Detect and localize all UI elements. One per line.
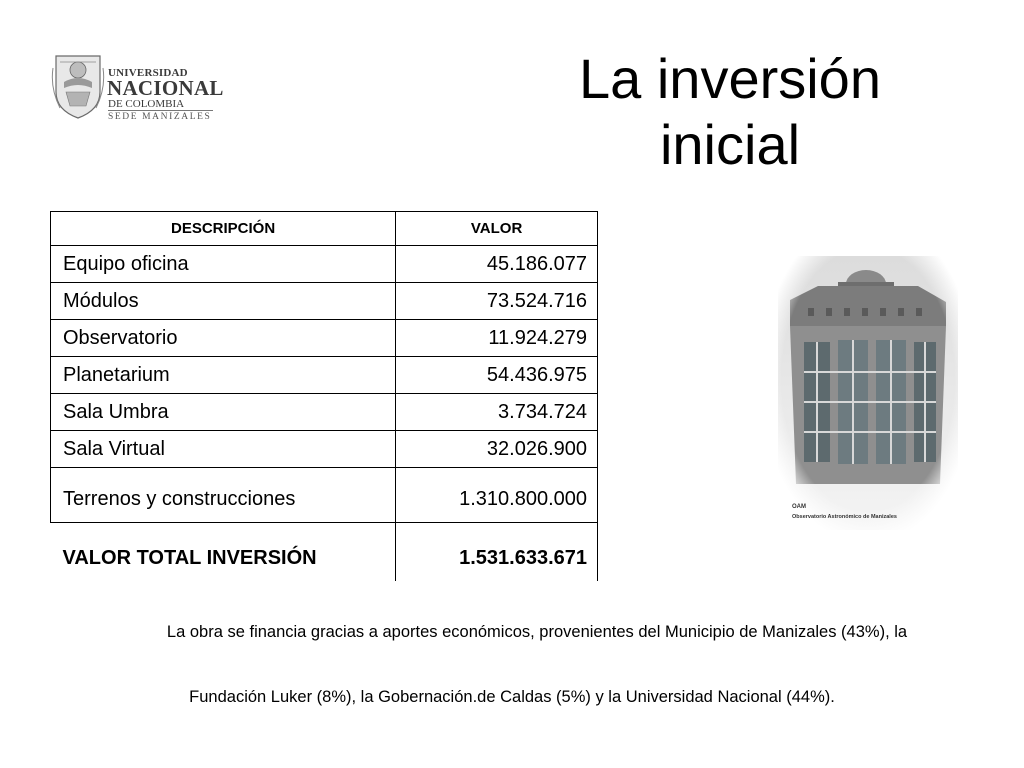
logo-divider — [108, 110, 213, 111]
table-row — [51, 320, 598, 357]
row-description: Observatorio — [51, 320, 396, 357]
slide-title — [540, 46, 920, 178]
row-value: 54.436.975 — [396, 357, 598, 394]
row-value: 3.734.724 — [396, 394, 598, 431]
table-row — [51, 468, 598, 523]
row-value: 32.026.900 — [396, 431, 598, 468]
row-description: Terrenos y construcciones — [51, 468, 396, 523]
table-row — [51, 357, 598, 394]
logo-line-3: DE COLOMBIA — [108, 98, 185, 110]
row-description: Planetarium — [51, 357, 396, 394]
row-value: 1.310.800.000 — [396, 468, 598, 523]
row-value: 73.524.716 — [396, 283, 598, 320]
photo-caption-line-2: Observatorio Astronómico de Manizales — [792, 514, 897, 520]
row-description: Módulos — [51, 283, 396, 320]
row-value: 45.186.077 — [396, 246, 598, 283]
logo-line-4: SEDE MANIZALES — [108, 112, 212, 122]
logo-line-2: NACIONAL — [107, 76, 224, 100]
table-row — [51, 394, 598, 431]
table-header-row — [51, 212, 598, 246]
total-value: 1.531.633.671 — [396, 523, 598, 582]
row-description: Equipo oficina — [51, 246, 396, 283]
row-description: Sala Umbra — [51, 394, 396, 431]
header-description: DESCRIPCIÓN — [51, 212, 396, 246]
row-value: 11.924.279 — [396, 320, 598, 357]
slide-title-line-1: La inversión — [579, 47, 881, 110]
table-total-row — [51, 523, 598, 582]
table-row — [51, 246, 598, 283]
total-description: VALOR TOTAL INVERSIÓN — [51, 523, 396, 582]
photo-caption-line-1: OAM — [792, 504, 806, 510]
university-logo — [50, 48, 224, 126]
header-value: VALOR — [396, 212, 598, 246]
table-row — [51, 283, 598, 320]
investment-table — [50, 211, 598, 581]
footer-text-line-2: Fundación Luker (8%), la Gobernación.de Caldas (5%) y la Universidad Nacional (44%). — [189, 688, 835, 706]
table-row — [51, 431, 598, 468]
logo-line-1: UNIVERSIDAD — [108, 67, 188, 79]
university-seal-icon — [50, 48, 106, 120]
row-description: Sala Virtual — [51, 431, 396, 468]
footer-text-line-1: La obra se financia gracias a aportes económicos, provenientes del Municipio de Manizales (43%), la — [166, 623, 908, 641]
observatory-photo — [778, 256, 958, 530]
slide-title-line-2: inicial — [659, 113, 801, 176]
